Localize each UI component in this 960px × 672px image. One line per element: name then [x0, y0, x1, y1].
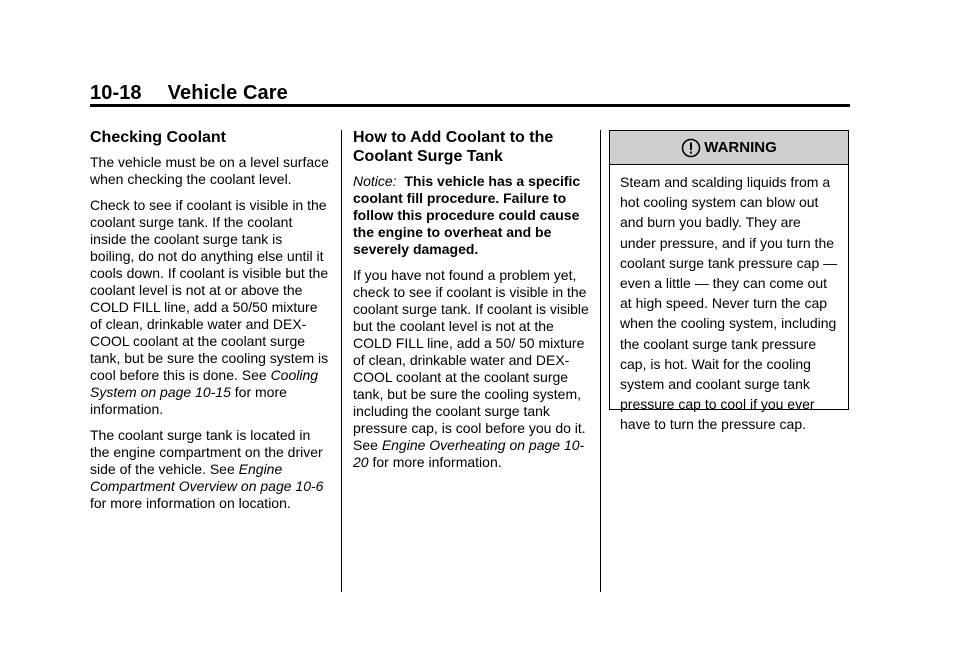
warning-title: WARNING — [704, 139, 777, 156]
warning-header — [610, 131, 848, 165]
page-header — [90, 82, 288, 105]
column-divider-left — [341, 130, 342, 592]
page-number: 10-18 — [90, 82, 142, 104]
notice-label: Notice: — [353, 173, 397, 189]
middle-column — [353, 128, 591, 480]
cross-reference-engine-overheating[interactable]: Engine Overheating on page 10-20 — [353, 437, 585, 470]
notice-paragraph — [353, 173, 591, 258]
paragraph-check-coolant: Check to see if coolant is visible in the coolant surge tank. If the coolant inside the coolant surge tank is boiling, do not do anything else until it cools down. If coolant is visible but the coolant level is not at or above the COLD FILL line, add a 50/50 mixture of clean, drinkable water and DEX-COOL coolant at the coolant surge tank, but be sure the cooling system is cool before this is done. See Cooling System on page 10-15 for more information. — [90, 197, 329, 417]
left-column — [90, 128, 330, 521]
cross-reference-cooling-system[interactable]: Cooling System on page 10-15 — [90, 367, 319, 400]
paragraph-level-surface: The vehicle must be on a level surface when checking the coolant level. — [90, 154, 329, 187]
paragraph-surge-tank-location: The coolant surge tank is located in the engine compartment on the driver side of the vehicle. See Engine Compartment Overview on page 10-6 for more information on location. — [90, 427, 324, 511]
warning-box — [609, 130, 849, 433]
checking-coolant-heading: Checking Coolant — [90, 129, 227, 146]
add-coolant-heading: How to Add Coolant to the Coolant Surge Tank — [353, 129, 554, 165]
notice-text: This vehicle has a specific coolant fill procedure. Failure to follow this procedure could cause the engine to overheat and be severely damaged. — [353, 173, 581, 257]
section-title: Vehicle Care — [167, 82, 288, 104]
warning-body: Steam and scalding liquids from a hot cooling system can blow out and burn you badly. They are under pressure, and if you turn the coolant surge tank pressure cap — even a little — they can come out at high speed. Never turn the cap when the cooling system, including the coolant surge tank pressure cap, is hot. Wait for the cooling system and coolant surge tank pressure cap to cool if you ever have to turn the pressure cap. — [620, 174, 838, 433]
paragraph-add-coolant: If you have not found a problem yet, check to see if coolant is visible in the coolant surge tank. If coolant is visible but the coolant level is not at the COLD FILL line, add a 50/ 50 mixture of clean, drinkable water and DEX-COOL coolant at the coolant surge tank, but be sure the cooling system, including the coolant surge tank pressure cap, is cool before you do it. See Engine Overheating on page 10-20 for more information. — [353, 267, 589, 470]
warning-icon — [681, 138, 701, 158]
column-divider-right — [600, 130, 601, 592]
cross-reference-engine-compartment[interactable]: Engine Compartment Overview on page 10-6 — [90, 461, 324, 494]
header-rule — [90, 104, 850, 107]
